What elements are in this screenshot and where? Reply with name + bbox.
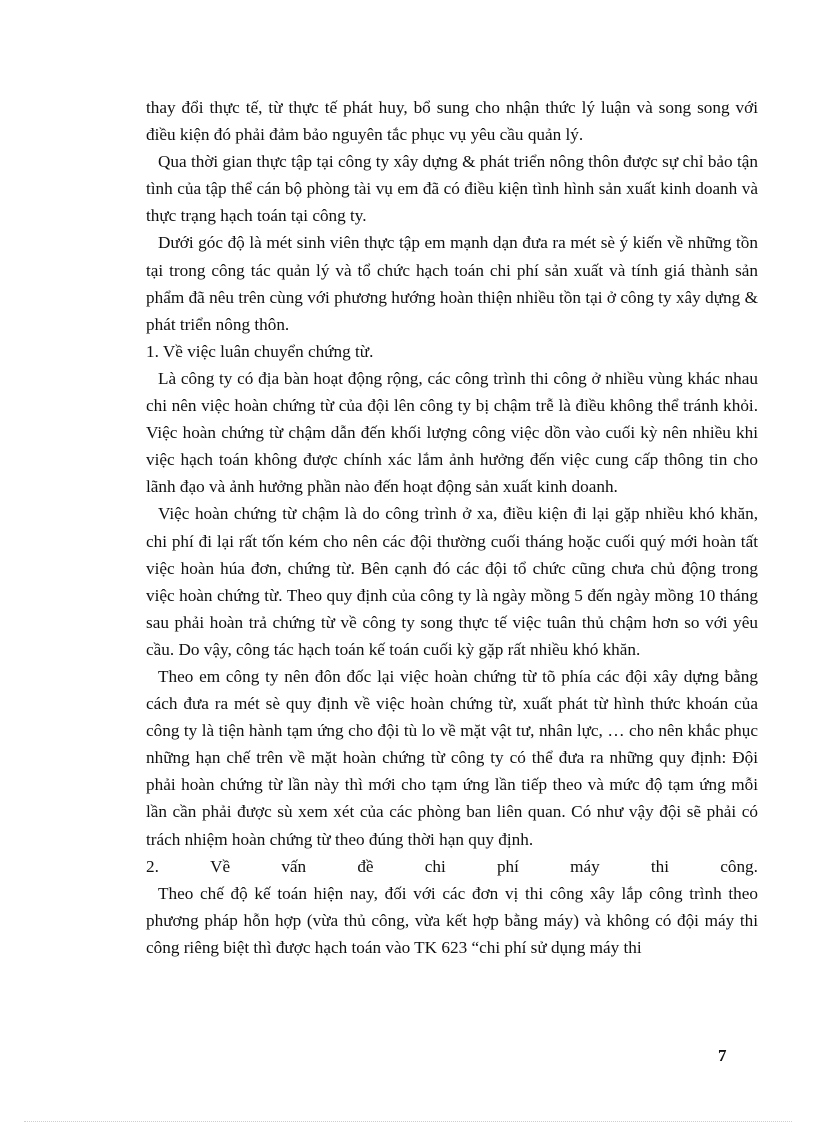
footer-divider [24,1121,792,1122]
heading2-word: công. [720,856,758,876]
heading2-word: 2. [146,856,159,876]
heading2-word: máy [570,856,600,876]
paragraph-4: Là công ty có địa bàn hoạt động rộng, các công trình thi công ở nhiều vùng khác nhau chi nên việc hoàn chứng từ của đội lên công ty bị chậm trễ là điều không thể tránh khỏi. Việc hoàn chứng từ chậm dẫn đến khối lượng công việc dồn vào cuối kỳ nên nhiều khi việc hạch toán không được chính xác lắm ảnh hưởng đến việc cung cấp thông tin cho lãnh đạo và ảnh hưởng phần nào đến hoạt động sản xuất kinh doanh. [146,368,758,497]
heading2-word: phí [496,856,519,876]
paragraph-5: Việc hoàn chứng từ chậm là do công trình ở xa, điều kiện đi lại gặp nhiều khó khăn, chi phí đi lại rất tốn kém cho nên các đội thường cuối tháng hoặc cuối quý mới hoàn tất việc hoàn húa đơn, chứng từ. Bên cạnh đó các đội tổ chức cũng chưa chủ động trong việc hoàn chứng từ. Theo quy định của công ty là ngày mồng 5 đến ngày mồng 10 tháng sau phải hoàn trả chứng từ về công ty song thực tế việc tuân thủ chậm hơn so với yêu cầu. Do vậy, công tác hạch toán kế toán cuối kỳ gặp rất nhiều khó khăn. [146,504,758,659]
heading2-word: chi [424,856,446,876]
section-heading-2 [146,853,758,880]
heading2-word: vấn [281,856,307,876]
section-heading-1: 1. Về việc luân chuyển chứng từ. [146,341,374,361]
heading2-word: thi [650,856,670,876]
paragraph-3: Dưới góc độ là mét sinh viên thực tập em mạnh dạn đưa ra mét sè ý kiến về những tồn tại trong công tác quản lý và tổ chức hạch toán chi phí sản xuất và tính giá thành sản phẩm đã nêu trên cùng với phương hướng hoàn thiện nhiều tồn tại ở công ty xây dựng & phát triển nông thôn. [146,233,758,334]
paragraph-1: thay đổi thực tế, từ thực tế phát huy, bổ sung cho nhận thức lý luận và song song với điều kiện đó phải đảm bảo nguyên tắc phục vụ yêu cầu quản lý. [146,98,758,145]
paragraph-7: Theo chế độ kế toán hiện nay, đối với các đơn vị thi công xây lắp công trình theo phương pháp hỗn hợp (vừa thủ công, vừa kết hợp bằng máy) và không có đội máy thi công riêng biệt thì được hạch toán vào TK 623 “chi phí sử dụng máy thi [146,883,758,957]
heading2-word: Về [210,856,231,876]
page-number: 7 [718,1046,727,1065]
paragraph-2: Qua thời gian thực tập tại công ty xây dựng & phát triển nông thôn được sự chỉ bảo tận tình của tập thể cán bộ phòng tài vụ em đã có điều kiện tình hình sản xuất kinh doanh và thực trạng hạch toán tại công ty. [146,152,758,226]
document-page [146,94,758,961]
heading2-word: đề [357,856,374,876]
paragraph-6: Theo em công ty nên đôn đốc lại việc hoàn chứng từ tõ phía các đội xây dựng bằng cách đưa ra mét sè quy định về việc hoàn chứng từ, xuất phát từ hình thức khoán của công ty là tiện hành tạm ứng cho đội tù lo về mặt vật tư, nhân lực, … cho nên khắc phục những hạn chế trên về mặt hoàn chứng từ công ty có thể đưa ra những quy định: Đội phải hoàn chứng từ lần này thì mới cho tạm ứng lần tiếp theo và mức độ tạm ứng mỗi lần cần phải được sù xem xét của các phòng ban liên quan. Có như vậy đội sẽ phải có trách nhiệm hoàn chứng từ theo đúng thời hạn quy định. [146,666,758,849]
